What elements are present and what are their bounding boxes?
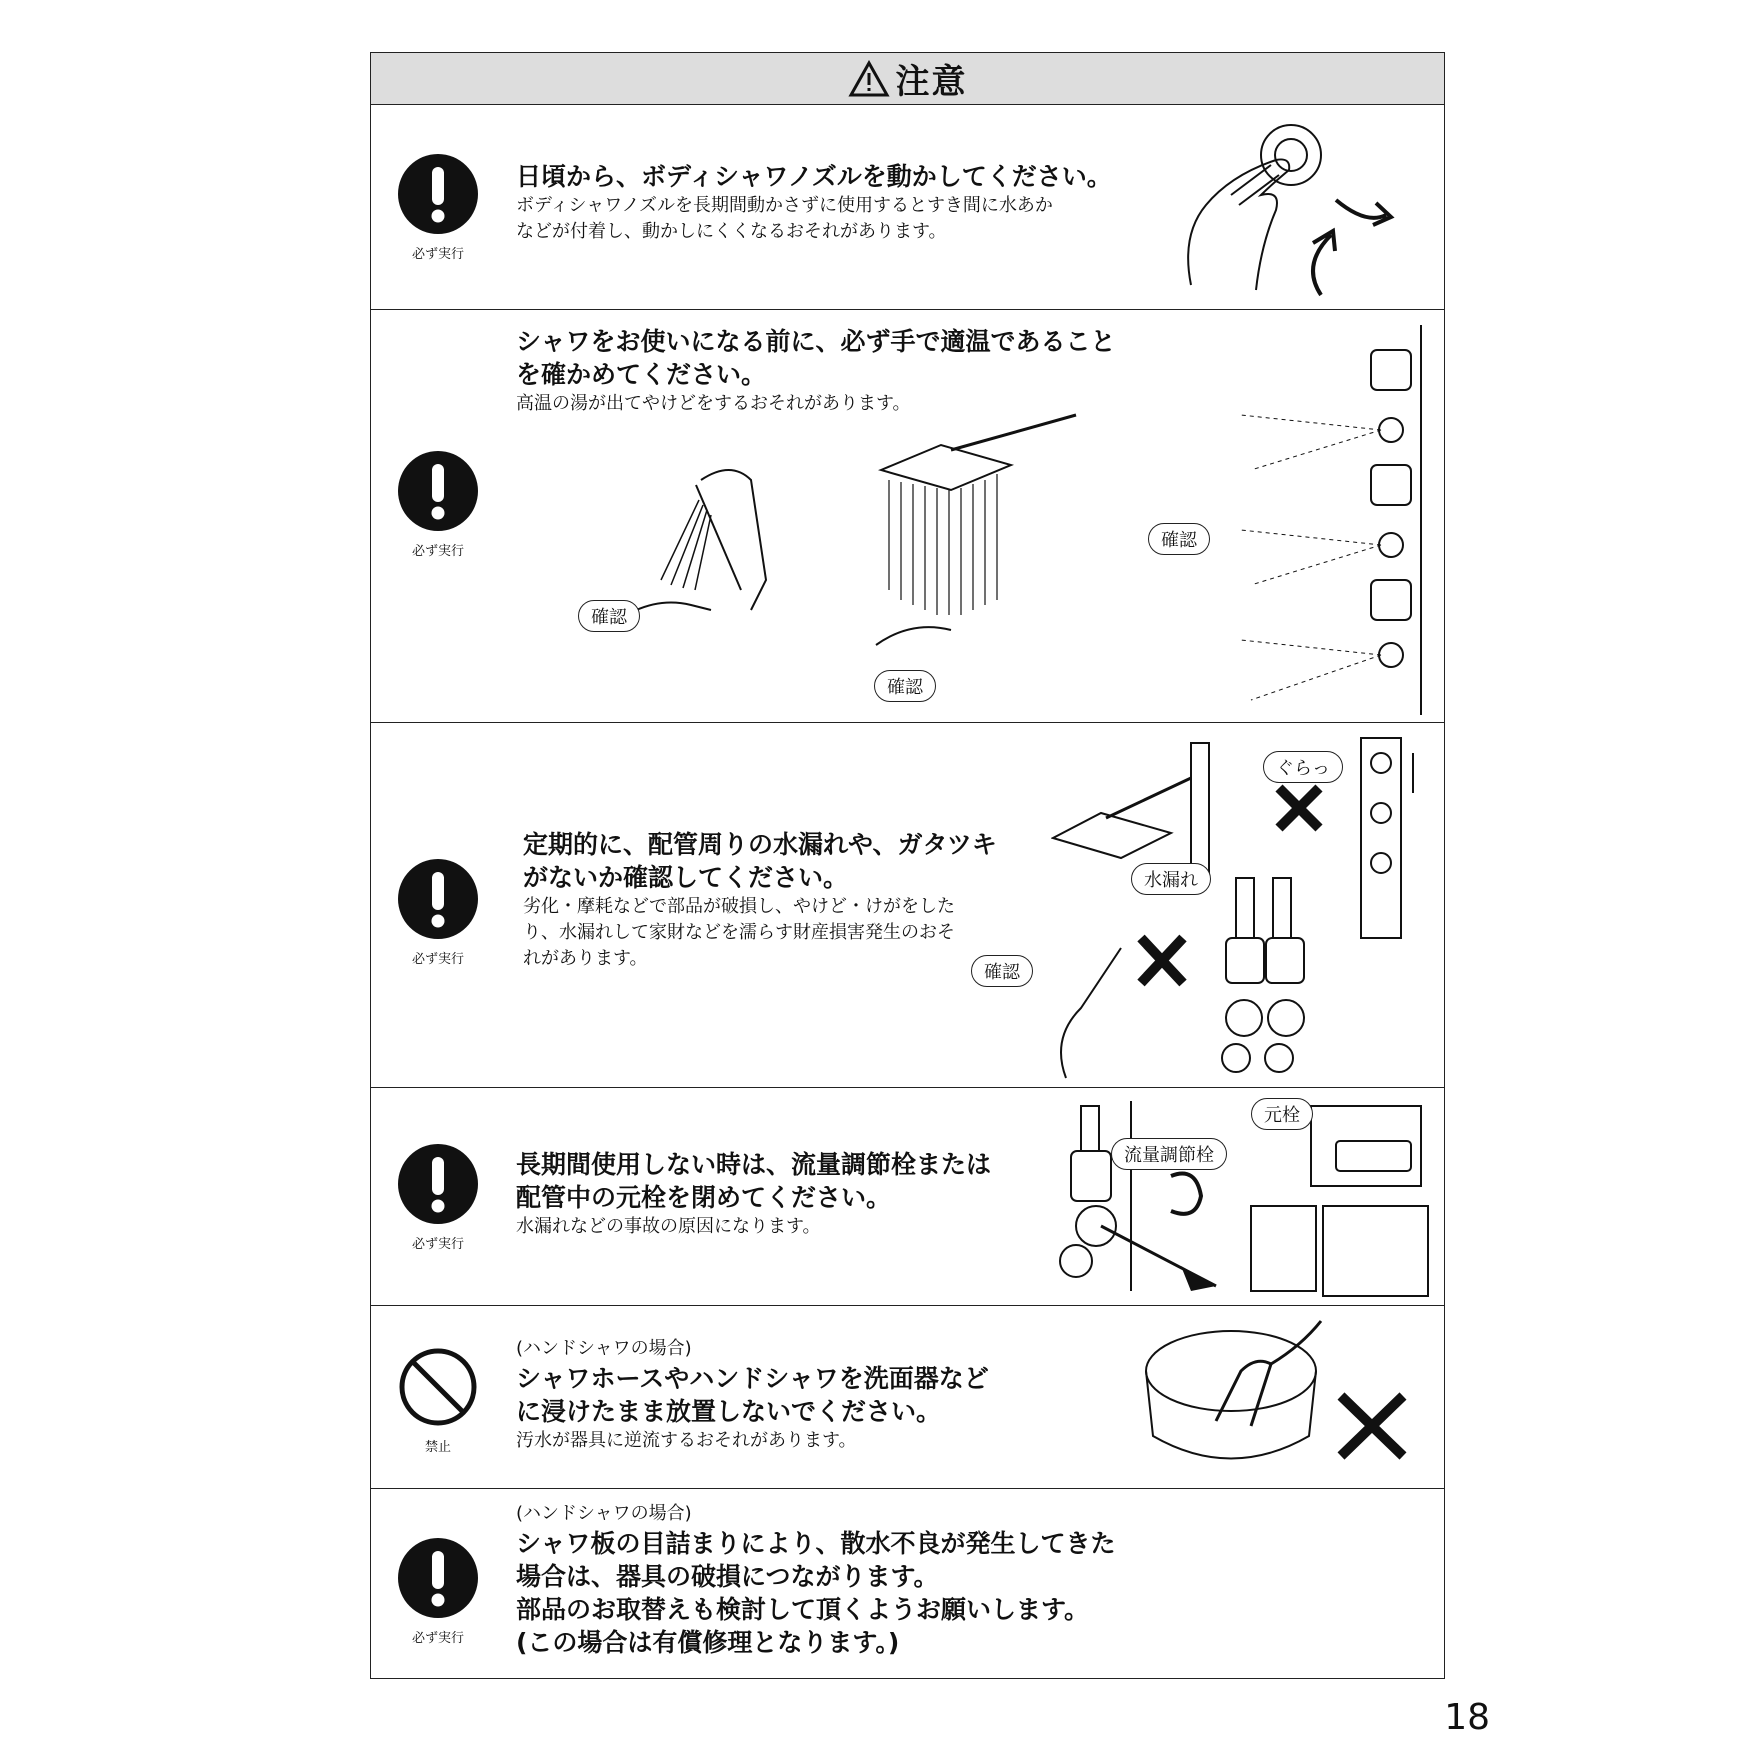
mandatory-symbol: 必ず実行 [397, 1537, 479, 1646]
row-hose-immersion [371, 1306, 1444, 1489]
caution-title: 注意 [895, 62, 968, 102]
exclamation-circle-icon [397, 153, 479, 235]
row-clogged-plate [371, 1489, 1444, 1678]
exclamation-circle-icon [397, 1143, 479, 1225]
basin-illustration [1141, 1316, 1411, 1486]
row-temperature [371, 310, 1444, 723]
caution-panel [370, 52, 1445, 1679]
warning-triangle-icon [848, 60, 890, 98]
column-panel-illustration [1351, 733, 1441, 953]
row-leak-check [371, 723, 1444, 1088]
caution-header [371, 53, 1444, 105]
row-text: 定期的に、配管周りの水漏れや、ガタツキ がないか確認してください。 劣化・摩耗などで部品が破損し、やけど・けがをした り、水漏れして家財などを濡らす財産損害発生のおそ れがあります。 [523, 830, 997, 969]
callout-check: 確認 [578, 600, 640, 632]
mandatory-symbol: 必ず実行 [397, 1143, 479, 1252]
row-text: (ハンドシャワの場合) シャワ板の目詰まりにより、散水不良が発生してきた 場合は、器具の破損につながります。 部品のお取替えも検討して頂くようお願いします。 (この場合は有償修理となります。) [516, 1503, 1116, 1657]
body-shower-panel-illustration [1231, 320, 1441, 720]
prohibition-symbol: 禁止 [397, 1346, 479, 1455]
callout-check: 確認 [971, 955, 1033, 987]
row-text: シャワをお使いになる前に、必ず手で適温であること を確かめてください。 高温の湯が出てやけどをするおそれがあります。 [516, 327, 1116, 414]
callout-flow-valve: 流量調節栓 [1111, 1138, 1227, 1170]
row-text: 長期間使用しない時は、流量調節栓または 配管中の元栓を閉めてください。 水漏れなどの事故の原因になります。 [516, 1150, 992, 1237]
pipe-leak-illustration [1011, 868, 1341, 1083]
flow-valve-illustration [1051, 1096, 1441, 1301]
callout-wobble: ぐらっ [1263, 751, 1343, 783]
mandatory-symbol: 必ず実行 [397, 153, 479, 262]
overhead-shower-illustration [871, 410, 1091, 660]
row-close-valve [371, 1088, 1444, 1306]
callout-main-valve: 元栓 [1251, 1098, 1313, 1130]
callout-check: 確認 [1148, 523, 1210, 555]
prohibition-icon [397, 1346, 479, 1428]
nozzle-illustration [1181, 115, 1411, 305]
mandatory-symbol: 必ず実行 [397, 858, 479, 967]
exclamation-circle-icon [397, 450, 479, 532]
row-text: (ハンドシャワの場合) シャワホースやハンドシャワを洗面器など に浸けたまま放置しないでください。 汚水が器具に逆流するおそれがあります。 [516, 1338, 989, 1451]
page-number: 18 [1444, 1697, 1490, 1738]
row-text: 日頃から、ボディシャワノズルを動かしてください。 ボディシャワノズルを長期間動かさずに使用するとすき間に水あか などが付着し、動かしにくくなるおそれがあります。 [516, 162, 1112, 242]
callout-check: 確認 [874, 670, 936, 702]
callout-leak: 水漏れ [1131, 863, 1211, 895]
exclamation-circle-icon [397, 858, 479, 940]
row-nozzle [371, 105, 1444, 310]
exclamation-circle-icon [397, 1537, 479, 1619]
mandatory-symbol: 必ず実行 [397, 450, 479, 559]
